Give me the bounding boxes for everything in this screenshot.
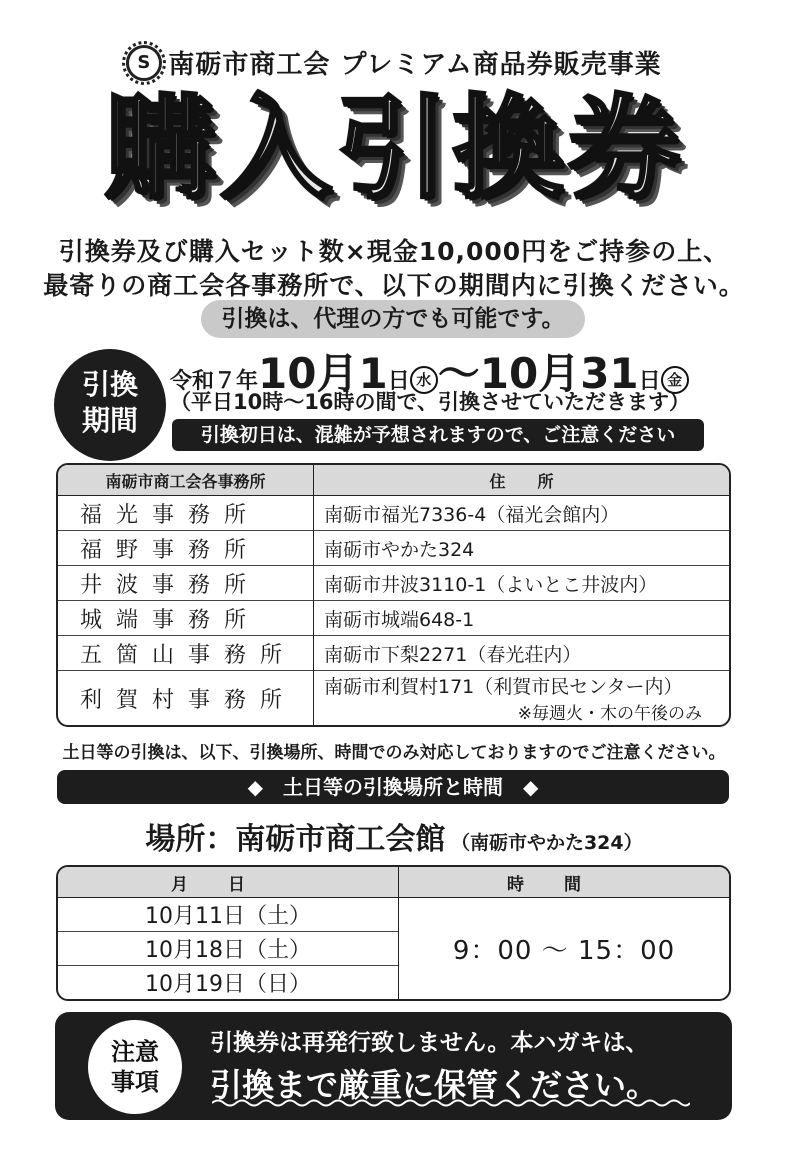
period-dates: 令和７年10月1日 水 ～10月31日 金 — [170, 341, 730, 401]
caution-line-1: 引換券は再発行致しません。本ハガキは、 — [210, 1030, 649, 1056]
weekday-fri-mark: 金 — [661, 366, 689, 394]
weekend-section-bar: ◆ 土日等の引換場所と時間 ◆ — [57, 770, 729, 804]
office-address: 南砺市福光7336-4（福光会館内） — [314, 496, 730, 531]
venue-address: （南砺市やかた324） — [450, 832, 643, 854]
caution-badge: 注意 事項 — [88, 1020, 182, 1114]
office-name: 福光事務所 — [58, 496, 314, 531]
header-address: 住 所 — [314, 465, 730, 496]
header-date: 月日 — [58, 867, 399, 898]
office-address: 南砺市城端648-1 — [314, 601, 730, 636]
header-office: 南砺市商工会各事務所 — [58, 465, 314, 496]
office-name: 五箇山事務所 — [58, 636, 314, 671]
program-title: 南砺市商工会 プレミアム商品券販売事業 — [168, 50, 662, 80]
office-address: 南砺市やかた324 — [314, 531, 730, 566]
table-row — [58, 898, 729, 932]
intro-line-1: 引換券及び購入セット数×現金10,000円をご持参の上、 — [58, 237, 730, 266]
office-address: 南砺市利賀村171（利賀市民センター内） — [324, 676, 683, 698]
office-name: 城端事務所 — [58, 601, 314, 636]
crowd-warning: 引換初日は、混雑が予想されますので、ご注意ください — [172, 419, 704, 451]
chamber-logo-icon: S — [126, 45, 162, 81]
schedule-date: 10月19日（日） — [58, 966, 399, 1000]
table-row — [58, 601, 729, 636]
weekend-notice: 土日等の引換は、以下、引換場所、時間でのみ対応しておりますのでご注意ください。 — [62, 743, 726, 763]
venue-name: 場所：南砺市商工会館 — [145, 822, 446, 857]
table-row — [58, 566, 729, 601]
proxy-note: 引換は、代理の方でも可能です。 — [201, 300, 585, 338]
table-row — [58, 636, 729, 671]
office-table — [56, 463, 731, 727]
office-name: 福野事務所 — [58, 531, 314, 566]
header-time: 時間 — [399, 867, 730, 898]
table-row — [58, 671, 729, 726]
intro-line-2: 最寄りの商工会各事務所で、以下の期間内に引換ください。 — [43, 271, 745, 300]
wavy-underline — [212, 1098, 690, 1108]
main-title: 購入引換券 — [104, 84, 684, 214]
weekend-schedule-table — [56, 865, 731, 1001]
office-name: 利賀村事務所 — [58, 671, 314, 726]
office-address: 南砺市井波3110-1（よいとこ井波内） — [314, 566, 730, 601]
schedule-date: 10月11日（土） — [58, 898, 399, 932]
schedule-date: 10月18日（土） — [58, 932, 399, 966]
program-header — [0, 44, 788, 84]
office-hours-note: ※毎週火・木の午後のみ — [517, 704, 702, 724]
office-address: 南砺市下梨2271（春光荘内） — [314, 636, 730, 671]
venue-line — [0, 814, 788, 858]
caution-line-2: 引換まで厳重に保管ください。 — [210, 1066, 659, 1104]
hours-note: （平日10時～16時の間で、引換させていただきます） — [170, 390, 691, 414]
period-badge: 引換 期間 — [54, 349, 166, 461]
office-name: 井波事務所 — [58, 566, 314, 601]
table-row — [58, 531, 729, 566]
table-row — [58, 496, 729, 531]
office-address-cell — [314, 671, 730, 726]
weekday-wed-mark: 水 — [410, 366, 438, 394]
schedule-time: 9：00 ～ 15：00 — [452, 936, 676, 966]
